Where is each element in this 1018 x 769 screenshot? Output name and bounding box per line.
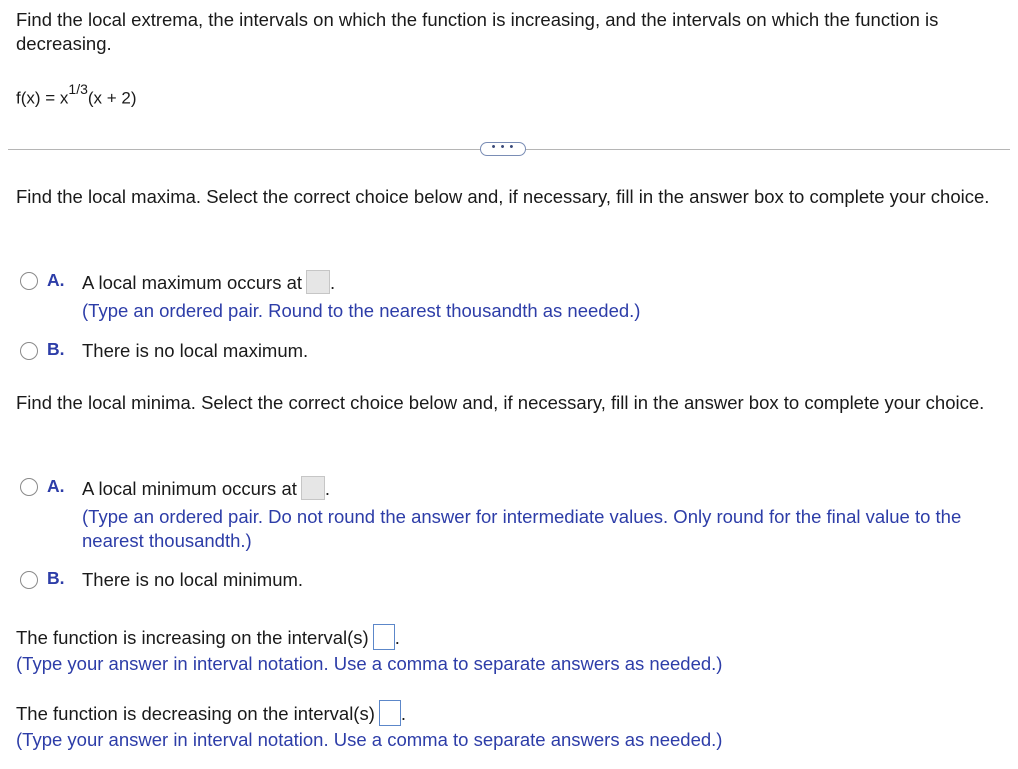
decreasing-row bbox=[16, 700, 406, 726]
minima-choice-b-text: There is no local minimum. bbox=[82, 569, 304, 590]
maxima-choice-a-radio[interactable] bbox=[20, 272, 38, 290]
maxima-period: . bbox=[330, 272, 336, 293]
minima-choice-a bbox=[82, 476, 330, 501]
more-options-button[interactable]: • • • bbox=[480, 142, 526, 156]
function-formula bbox=[16, 81, 137, 109]
minima-choice-a-radio[interactable] bbox=[20, 478, 38, 496]
maxima-choice-a bbox=[82, 270, 335, 295]
minima-period: . bbox=[324, 478, 331, 499]
increasing-row bbox=[16, 624, 400, 650]
decreasing-period: . bbox=[400, 703, 407, 724]
minima-choice-a-letter: A. bbox=[47, 476, 65, 496]
minima-choice-b-radio[interactable] bbox=[20, 571, 38, 589]
minima-choice-a-text: A local minimum occurs at bbox=[82, 478, 297, 499]
decreasing-answer-box[interactable] bbox=[379, 700, 401, 726]
maxima-choice-a-text: A local maximum occurs at bbox=[82, 272, 303, 293]
maxima-choice-a-letter: A. bbox=[47, 270, 65, 290]
maxima-choice-b-text: There is no local maximum. bbox=[82, 340, 309, 361]
maxima-prompt: Find the local maxima. Select the correct choice below and, if necessary, fill in the answer box to complete your choice. bbox=[16, 186, 990, 207]
minima-choice-b-letter: B. bbox=[47, 568, 65, 588]
increasing-label: The function is increasing on the interval(s) bbox=[16, 627, 369, 648]
maxima-answer-box[interactable] bbox=[306, 270, 330, 294]
increasing-period: . bbox=[394, 627, 400, 648]
minima-choice-a-hint: (Type an ordered pair. Do not round the answer for intermediate values. Only round for the final value to the nearest thousandth.) bbox=[82, 506, 962, 551]
formula-rhs: (x + 2) bbox=[87, 88, 137, 108]
minima-prompt: Find the local minima. Select the correct choice below and, if necessary, fill in the answer box to complete your choice. bbox=[16, 392, 985, 413]
increasing-answer-box[interactable] bbox=[373, 624, 395, 650]
increasing-hint: (Type your answer in interval notation. Use a comma to separate answers as needed.) bbox=[16, 653, 723, 674]
maxima-choice-b-letter: B. bbox=[47, 339, 65, 359]
decreasing-label: The function is decreasing on the interval(s) bbox=[16, 703, 375, 724]
formula-exponent: 1/3 bbox=[68, 81, 88, 97]
decreasing-hint: (Type your answer in interval notation. Use a comma to separate answers as needed.) bbox=[16, 729, 723, 750]
minima-answer-box[interactable] bbox=[301, 476, 325, 500]
maxima-choice-b-radio[interactable] bbox=[20, 342, 38, 360]
formula-lhs: f(x) = x bbox=[16, 88, 69, 108]
question-prompt: Find the local extrema, the intervals on which the function is increasing, and the intervals on which the function is decreasing. bbox=[16, 9, 939, 54]
maxima-choice-a-hint: (Type an ordered pair. Round to the nearest thousandth as needed.) bbox=[82, 300, 641, 321]
